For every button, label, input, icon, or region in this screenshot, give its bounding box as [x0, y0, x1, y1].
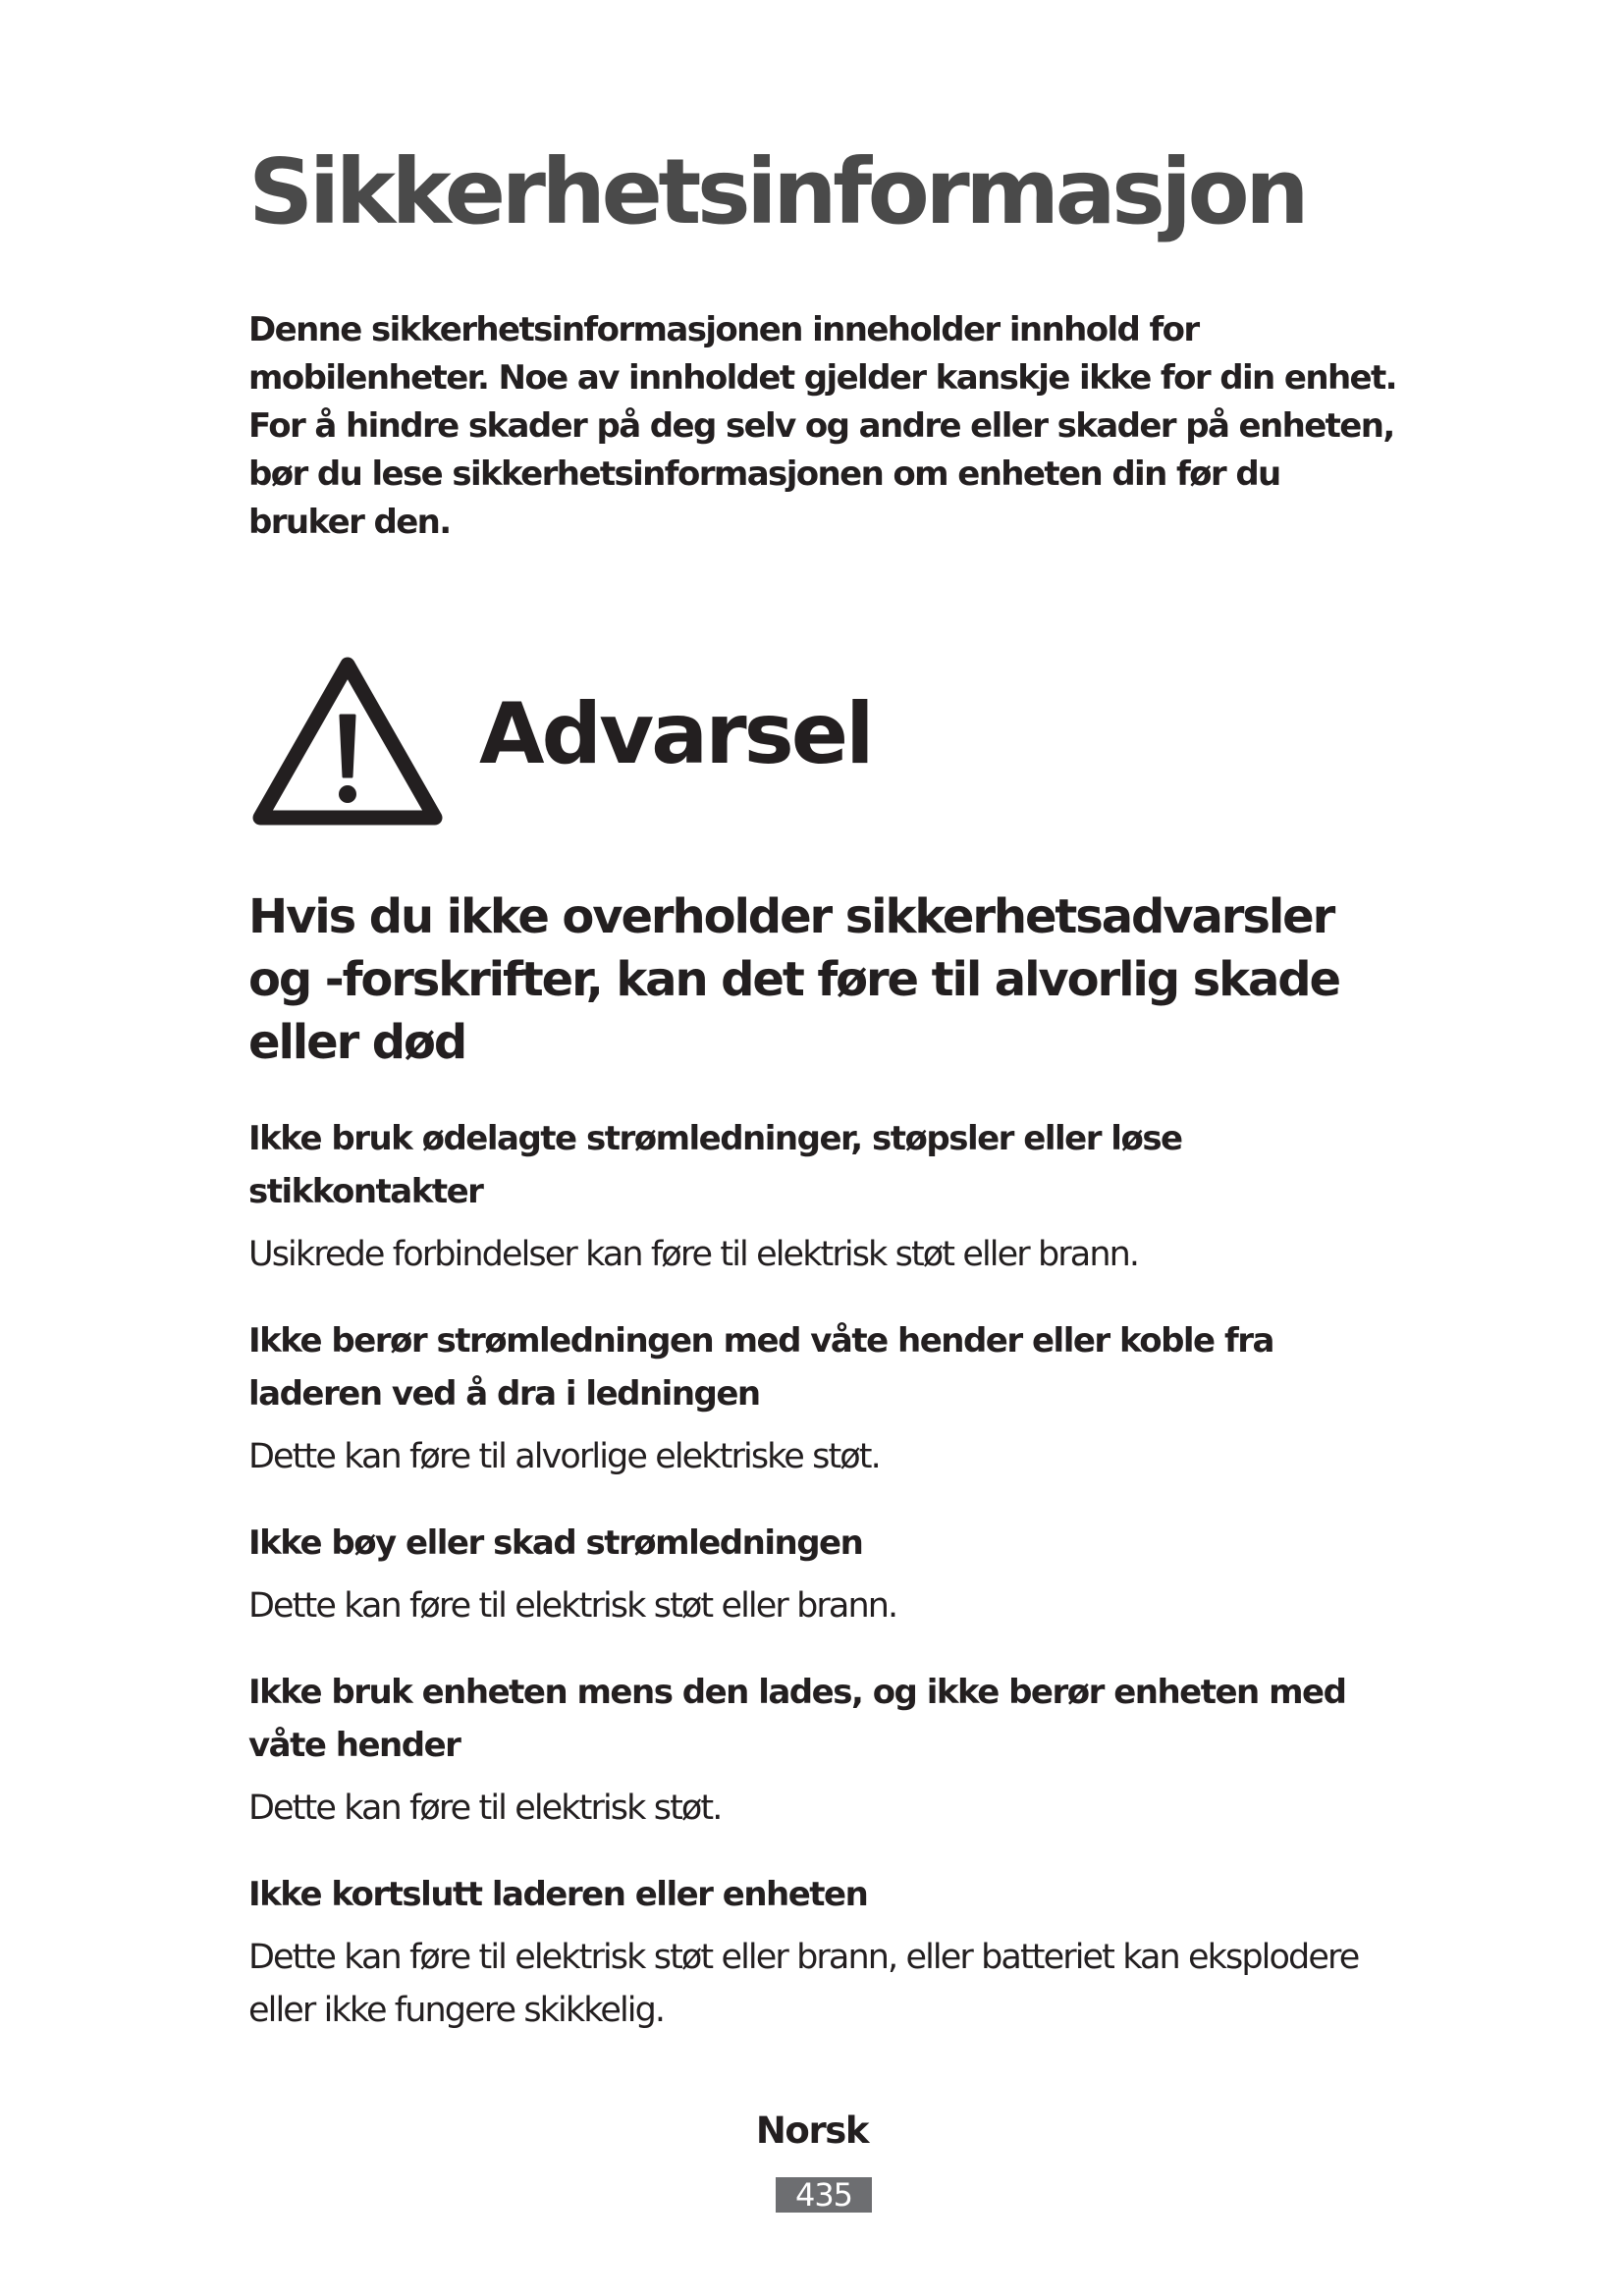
safety-item: [248, 1517, 1397, 1632]
safety-item-text: Dette kan føre til elektrisk støt eller brann.: [248, 1586, 897, 1626]
warning-lead: Hvis du ikke overholder sikkerhetsadvarsler og -forskrifter, kan det føre til alvorlig skade eller død: [248, 889, 1339, 1070]
safety-item-text: Dette kan føre til alvorlige elektriske støt.: [248, 1437, 880, 1476]
intro-paragraph: Denne sikkerhetsinformasjonen inneholder innhold for mobilenheter. Noe av innholdet gjelder kanskje ikke for din enhet. For å hindre skader på deg selv og andre eller skader på enheten, bør du lese sikkerhetsinformasjonen om enheten din før du bruker den.: [248, 310, 1396, 542]
safety-item: [248, 1314, 1397, 1483]
safety-item-title: Ikke bøy eller skad strømledningen: [248, 1523, 863, 1563]
safety-item-text: Dette kan føre til elektrisk støt eller brann, eller batteriet kan eksplodere eller ikke fungere skikkelig.: [248, 1938, 1359, 2030]
warning-heading: Advarsel: [479, 685, 872, 783]
safety-item-text: Dette kan føre til elektrisk støt.: [248, 1789, 722, 1828]
warning-triangle-icon: [248, 651, 447, 830]
footer-language: Norsk: [755, 2109, 869, 2152]
safety-item-text: Usikrede forbindelser kan føre til elektrisk støt eller brann.: [248, 1235, 1139, 1274]
safety-item-title: Ikke berør strømledningen med våte hender eller koble fra laderen ved å dra i ledningen: [248, 1321, 1273, 1414]
safety-item-title: Ikke bruk enheten mens den lades, og ikke berør enheten med våte hender: [248, 1673, 1346, 1765]
safety-item-title: Ikke kortslutt laderen eller enheten: [248, 1875, 868, 1914]
safety-item: [248, 1666, 1397, 1835]
safety-item: [248, 1868, 1397, 2037]
safety-item-title: Ikke bruk ødelagte strømledninger, støpsler eller løse stikkontakter: [248, 1119, 1182, 1211]
page-title: Sikkerhetsinformasjon: [248, 139, 1306, 244]
page-number: 435: [776, 2177, 872, 2213]
safety-items: [248, 1112, 1397, 2070]
safety-item: [248, 1112, 1397, 1281]
